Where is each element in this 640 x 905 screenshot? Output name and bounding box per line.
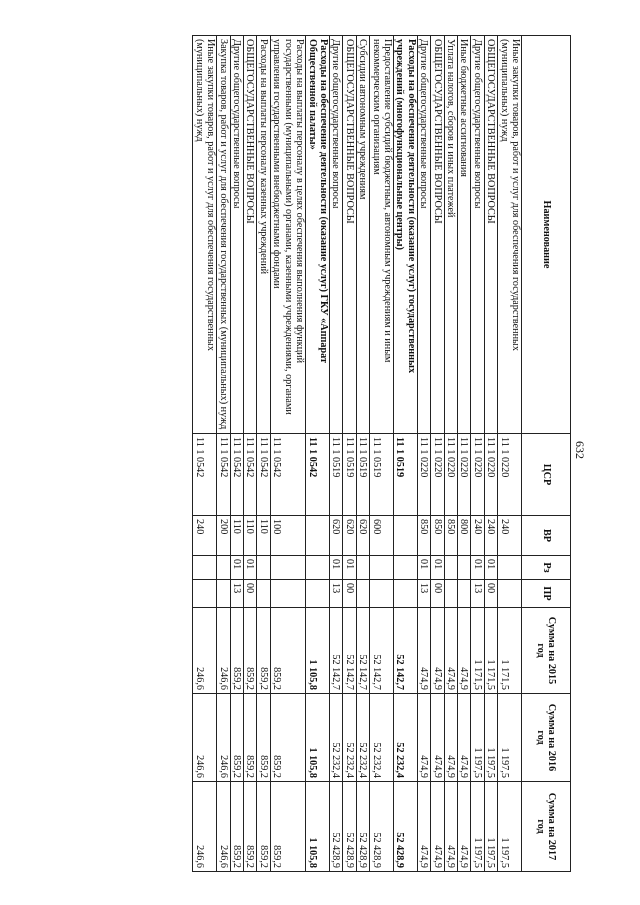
cell-csr: 11 1 0542: [257, 434, 270, 516]
cell-y2015: 52 142,7: [393, 608, 417, 694]
table-row: [498, 36, 522, 872]
cell-y2017: 1 105,8: [306, 782, 330, 872]
cell-y2017: 246,6: [217, 782, 230, 872]
cell-y2015: 1 171,5: [484, 608, 497, 694]
cell-y2017: 52 428,9: [370, 782, 394, 872]
cell-name: Другие общегосударственные вопросы: [471, 36, 484, 434]
header-vr: ВР: [522, 516, 571, 556]
cell-rz: [193, 556, 217, 580]
cell-rz: 01: [417, 556, 430, 580]
cell-y2015: 52 142,7: [370, 608, 394, 694]
cell-y2015: 474,9: [444, 608, 457, 694]
cell-y2017: 1 197,5: [471, 782, 484, 872]
cell-pr: [370, 580, 394, 608]
cell-y2016: 1 197,5: [471, 694, 484, 782]
cell-y2017: 246,6: [193, 782, 217, 872]
header-rz: Рз: [522, 556, 571, 580]
page-number: 632: [573, 441, 587, 459]
cell-y2017: 474,9: [444, 782, 457, 872]
cell-csr: 11 1 0519: [370, 434, 394, 516]
cell-csr: 11 1 0519: [356, 434, 369, 516]
cell-name: ОБЩЕГОСУДАРСТВЕННЫЕ ВОПРОСЫ: [484, 36, 497, 434]
cell-y2017: 1 197,5: [498, 782, 522, 872]
cell-y2016: 474,9: [417, 694, 430, 782]
cell-y2016: 859,2: [257, 694, 270, 782]
cell-name: Расходы на обеспечение деятельности (оказание услуг) государственных учреждений (многофункциональные центры): [393, 36, 417, 434]
cell-y2017: 859,2: [244, 782, 257, 872]
cell-vr: 600: [370, 516, 394, 556]
cell-y2016: 474,9: [444, 694, 457, 782]
table-row: [257, 36, 270, 872]
cell-y2016: 52 232,4: [356, 694, 369, 782]
cell-rz: [498, 556, 522, 580]
header-2015: Сумма на 2015 год: [522, 608, 571, 694]
cell-rz: [270, 556, 305, 580]
cell-pr: [498, 580, 522, 608]
cell-y2017: 52 428,9: [343, 782, 356, 872]
cell-name: Расходы на выплаты персоналу казенных учреждений: [257, 36, 270, 434]
cell-rz: [457, 556, 470, 580]
cell-rz: 01: [471, 556, 484, 580]
cell-y2017: 474,9: [417, 782, 430, 872]
cell-y2016: 52 232,4: [370, 694, 394, 782]
cell-csr: 11 1 0220: [498, 434, 522, 516]
cell-y2015: 246,6: [193, 608, 217, 694]
cell-csr: 11 1 0220: [417, 434, 430, 516]
cell-name: Другие общегосударственные вопросы: [329, 36, 342, 434]
cell-y2015: 859,2: [230, 608, 243, 694]
cell-csr: 11 1 0519: [329, 434, 342, 516]
cell-y2016: 1 105,8: [306, 694, 330, 782]
cell-y2017: 474,9: [431, 782, 444, 872]
cell-name: Иные бюджетные ассигнования: [457, 36, 470, 434]
cell-y2015: 1 105,8: [306, 608, 330, 694]
cell-y2017: 474,9: [457, 782, 470, 872]
cell-y2015: 859,2: [257, 608, 270, 694]
table-row: [230, 36, 243, 872]
table-row: [484, 36, 497, 872]
cell-vr: 850: [431, 516, 444, 556]
cell-y2015: 1 171,5: [498, 608, 522, 694]
cell-pr: 13: [471, 580, 484, 608]
cell-pr: [270, 580, 305, 608]
cell-csr: 11 1 0220: [471, 434, 484, 516]
table-row: [270, 36, 305, 872]
cell-y2016: 52 232,4: [393, 694, 417, 782]
cell-csr: 11 1 0220: [484, 434, 497, 516]
cell-pr: 13: [329, 580, 342, 608]
table-body: [193, 36, 522, 872]
cell-vr: 240: [484, 516, 497, 556]
cell-name: Расходы на обеспечение деятельности (оказание услуг) ГКУ «Аппарат Общественной палаты»: [306, 36, 330, 434]
header-name: Наименование: [522, 36, 571, 434]
header-2016: Сумма на 2016 год: [522, 694, 571, 782]
cell-y2016: 246,6: [193, 694, 217, 782]
cell-vr: 100: [270, 516, 305, 556]
header-csr: ЦСР: [522, 434, 571, 516]
cell-vr: 110: [257, 516, 270, 556]
table-row: [393, 36, 417, 872]
cell-csr: 11 1 0542: [306, 434, 330, 516]
cell-pr: 13: [417, 580, 430, 608]
cell-y2015: 1 171,5: [471, 608, 484, 694]
cell-vr: 240: [471, 516, 484, 556]
cell-vr: [393, 516, 417, 556]
cell-name: Другие общегосударственные вопросы: [230, 36, 243, 434]
cell-rz: [306, 556, 330, 580]
cell-rz: 01: [244, 556, 257, 580]
table-row: [370, 36, 394, 872]
table-row: [417, 36, 430, 872]
cell-pr: [306, 580, 330, 608]
cell-rz: [444, 556, 457, 580]
cell-y2017: 52 428,9: [393, 782, 417, 872]
cell-vr: 850: [417, 516, 430, 556]
cell-rz: 01: [431, 556, 444, 580]
cell-rz: [217, 556, 230, 580]
cell-y2016: 52 232,4: [329, 694, 342, 782]
cell-rz: [393, 556, 417, 580]
cell-csr: 11 1 0542: [217, 434, 230, 516]
cell-csr: 11 1 0542: [230, 434, 243, 516]
cell-vr: 240: [498, 516, 522, 556]
cell-y2016: 1 197,5: [484, 694, 497, 782]
cell-vr: 620: [356, 516, 369, 556]
table-header-row: [522, 36, 571, 872]
cell-csr: 11 1 0542: [193, 434, 217, 516]
cell-rz: 01: [230, 556, 243, 580]
cell-pr: [257, 580, 270, 608]
cell-csr: 11 1 0519: [393, 434, 417, 516]
cell-csr: 11 1 0220: [444, 434, 457, 516]
cell-name: ОБЩЕГОСУДАРСТВЕННЫЕ ВОПРОСЫ: [343, 36, 356, 434]
cell-vr: 200: [217, 516, 230, 556]
cell-y2015: 474,9: [457, 608, 470, 694]
cell-name: Закупка товаров, работ и услуг для обеспечения государственных (муниципальных) нужд: [217, 36, 230, 434]
cell-name: ОБЩЕГОСУДАРСТВЕННЫЕ ВОПРОСЫ: [431, 36, 444, 434]
table-row: [306, 36, 330, 872]
header-pr: ПР: [522, 580, 571, 608]
cell-vr: [306, 516, 330, 556]
cell-y2016: 859,2: [244, 694, 257, 782]
cell-csr: 11 1 0542: [270, 434, 305, 516]
table-row: [471, 36, 484, 872]
header-2017: Сумма на 2017 год: [522, 782, 571, 872]
cell-pr: 00: [431, 580, 444, 608]
cell-y2017: 859,2: [230, 782, 243, 872]
cell-name: Предоставление субсидий бюджетным, автономным учреждениям и иным некоммерческим организациям: [370, 36, 394, 434]
cell-rz: [257, 556, 270, 580]
cell-y2017: 52 428,9: [329, 782, 342, 872]
cell-y2017: 859,2: [257, 782, 270, 872]
cell-vr: 110: [230, 516, 243, 556]
cell-pr: 00: [244, 580, 257, 608]
cell-y2016: 859,2: [230, 694, 243, 782]
table-row: [356, 36, 369, 872]
cell-name: Иные закупки товаров, работ и услуг для обеспечения государственных (муниципальных) нужд: [193, 36, 217, 434]
cell-y2015: 474,9: [417, 608, 430, 694]
cell-name: Расходы на выплаты персоналу в целях обеспечения выполнения функций государственными (муниципальными) органами, казенными учреждениями, органами управления государственными внебюджетными фондами: [270, 36, 305, 434]
cell-pr: 13: [230, 580, 243, 608]
cell-pr: [393, 580, 417, 608]
cell-y2016: 859,2: [270, 694, 305, 782]
cell-vr: 850: [444, 516, 457, 556]
cell-y2017: 859,2: [270, 782, 305, 872]
table-row: [193, 36, 217, 872]
table-row: [457, 36, 470, 872]
cell-y2016: 52 232,4: [343, 694, 356, 782]
rotated-budget-table: [102, 35, 571, 871]
cell-name: Другие общегосударственные вопросы: [417, 36, 430, 434]
cell-vr: 620: [343, 516, 356, 556]
cell-name: Уплата налогов, сборов и иных платежей: [444, 36, 457, 434]
cell-y2015: 52 142,7: [329, 608, 342, 694]
cell-name: Субсидии автономным учреждениям: [356, 36, 369, 434]
cell-name: ОБЩЕГОСУДАРСТВЕННЫЕ ВОПРОСЫ: [244, 36, 257, 434]
cell-pr: [356, 580, 369, 608]
cell-y2016: 474,9: [431, 694, 444, 782]
cell-y2016: 474,9: [457, 694, 470, 782]
cell-vr: 110: [244, 516, 257, 556]
budget-table: [192, 35, 571, 872]
table-row: [217, 36, 230, 872]
cell-rz: [356, 556, 369, 580]
cell-y2015: 52 142,7: [356, 608, 369, 694]
cell-y2015: 52 142,7: [343, 608, 356, 694]
cell-pr: [444, 580, 457, 608]
cell-pr: [217, 580, 230, 608]
cell-csr: 11 1 0220: [431, 434, 444, 516]
cell-y2015: 859,2: [244, 608, 257, 694]
cell-y2016: 1 197,5: [498, 694, 522, 782]
cell-y2015: 474,9: [431, 608, 444, 694]
table-row: [431, 36, 444, 872]
cell-rz: 01: [484, 556, 497, 580]
cell-rz: 01: [343, 556, 356, 580]
cell-pr: 00: [343, 580, 356, 608]
cell-pr: [457, 580, 470, 608]
cell-vr: 800: [457, 516, 470, 556]
cell-csr: 11 1 0542: [244, 434, 257, 516]
cell-y2017: 1 197,5: [484, 782, 497, 872]
cell-rz: [370, 556, 394, 580]
cell-vr: 620: [329, 516, 342, 556]
cell-y2015: 859,2: [270, 608, 305, 694]
table-row: [329, 36, 342, 872]
cell-csr: 11 1 0220: [457, 434, 470, 516]
table-row: [343, 36, 356, 872]
table-row: [244, 36, 257, 872]
cell-y2017: 52 428,9: [356, 782, 369, 872]
cell-vr: 240: [193, 516, 217, 556]
cell-name: Иные закупки товаров, работ и услуг для обеспечения государственных (муниципальных) нужд: [498, 36, 522, 434]
cell-pr: [193, 580, 217, 608]
cell-y2016: 246,6: [217, 694, 230, 782]
cell-rz: 01: [329, 556, 342, 580]
cell-y2015: 246,6: [217, 608, 230, 694]
cell-pr: 00: [484, 580, 497, 608]
cell-csr: 11 1 0519: [343, 434, 356, 516]
table-row: [444, 36, 457, 872]
